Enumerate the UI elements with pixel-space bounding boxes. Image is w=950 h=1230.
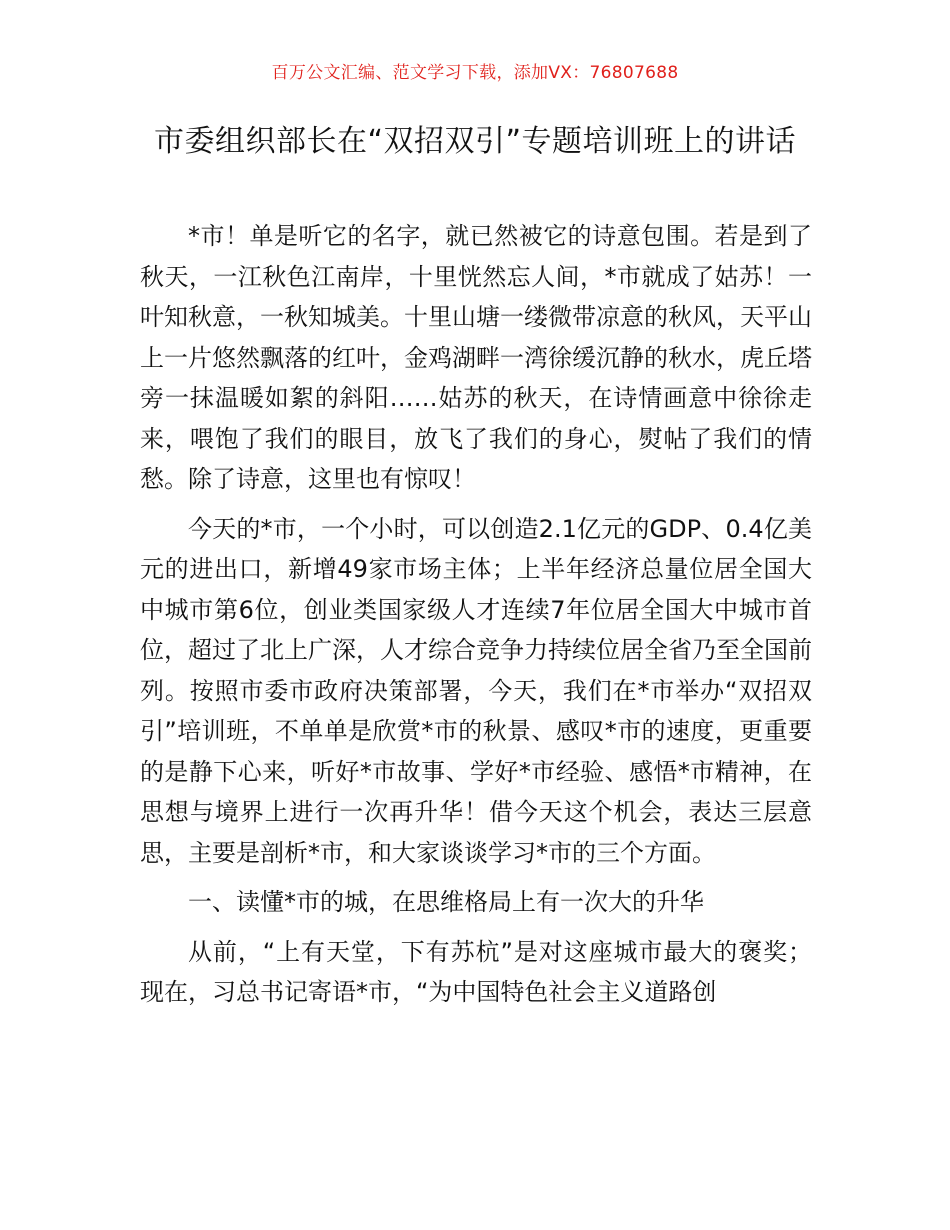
document-title: 市委组织部长在“双招双引”专题培训班上的讲话 xyxy=(153,124,797,159)
paragraph-section-1: 从前，“上有天堂，下有苏杭”是对这座城市最大的褒奖；现在，习总书记寄语*市，“为中国特色社会主义道路创 xyxy=(140,937,812,1006)
document-body xyxy=(140,216,812,1022)
watermark-header: 百万公文汇编、范文学习下载，添加VX：76807688 xyxy=(271,63,679,83)
paragraph-intro: *市！单是听它的名字，就已然被它的诗意包围。若是到了秋天，一江秋色江南岸，十里恍然忘人间，*市就成了姑苏！一叶知秋意，一秋知城美。十里山塘一缕微带凉意的秋风，天平山上一片悠然飘落的红叶，金鸡湖畔一湾徐缓沉静的秋水，虎丘塔旁一抹温暖如絮的斜阳……姑苏的秋天，在诗情画意中徐徐走来，喂饱了我们的眼目，放飞了我们的身心，熨帖了我们的情愁。除了诗意，这里也有惊叹！ xyxy=(140,222,812,493)
section-heading-1: 一、读懂*市的城，在思维格局上有一次大的升华 xyxy=(188,888,704,916)
paragraph-statistics: 今天的*市，一个小时，可以创造2.1亿元的GDP、0.4亿美元的进出口，新增49家市场主体；上半年经济总量位居全国大中城市第6位，创业类国家级人才连续7年位居全国大中城市首位，超过了北上广深，人才综合竞争力持续位居全省乃至全国前列。按照市委市政府决策部署，今天，我们在*市举办“双招双引”培训班，不单单是欣赏*市的秋景、感叹*市的速度，更重要的是静下心来，听好*市故事、学好*市经验、感悟*市精神，在思想与境界上进行一次再升华！借今天这个机会，表达三层意思，主要是剖析*市，和大家谈谈学习*市的三个方面。 xyxy=(140,514,812,867)
